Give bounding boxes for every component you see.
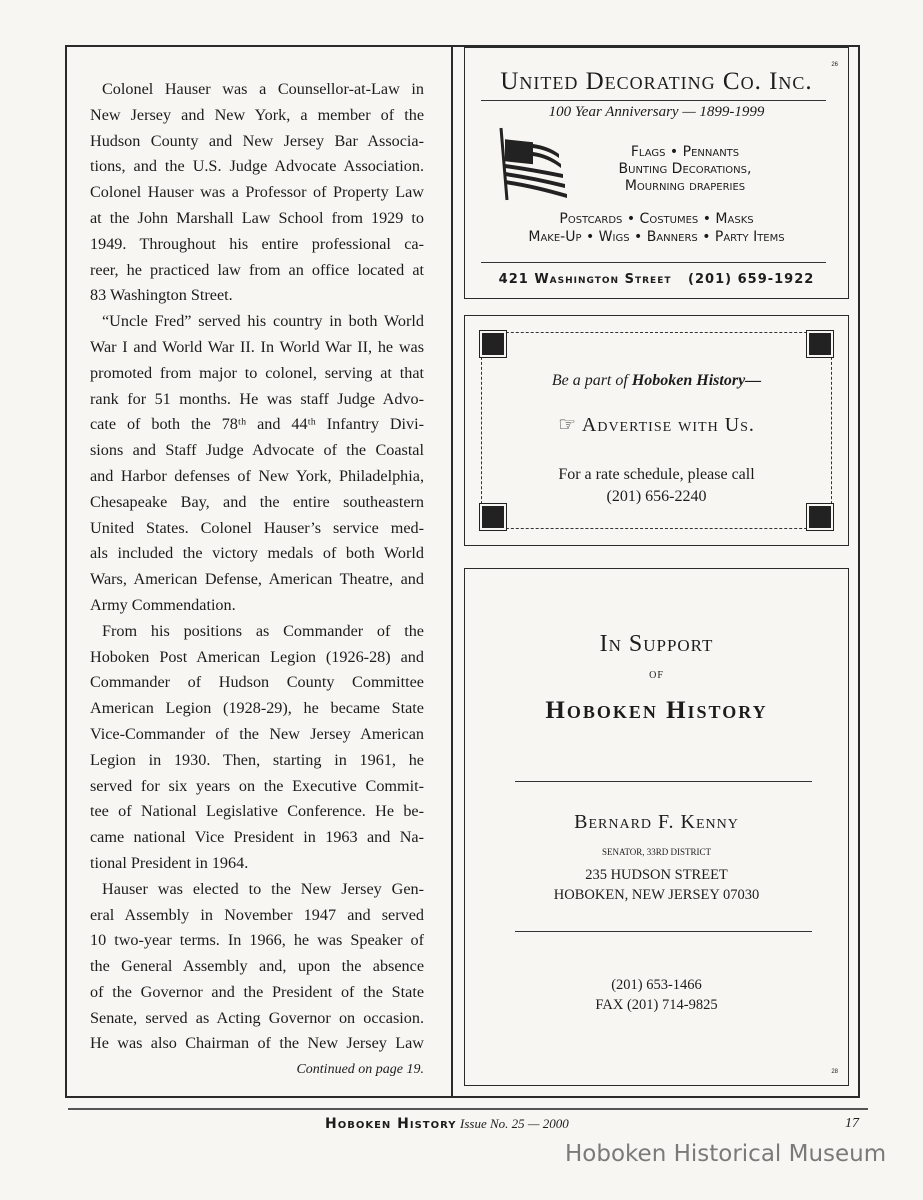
ad-number: 28: [831, 1069, 838, 1075]
city: HOBOKEN, NEW JERSEY 07030: [553, 887, 760, 903]
article-line: at the John Marshall Law School from 1929 to: [90, 208, 424, 227]
hoboken-history-heading: Hoboken History: [545, 697, 768, 724]
ad-title: United Decorating Co. Inc.: [500, 68, 813, 95]
footer: [325, 1115, 569, 1134]
article-line: Hauser was elected to the New Jersey Gen-: [102, 879, 424, 898]
tagline-text: Be a part of: [551, 372, 632, 389]
article-line: War I and World War II. In World War II, he was: [90, 337, 424, 356]
tagline-brand: Hoboken History—: [631, 372, 762, 389]
article-line: “Uncle Fred” served his country in both World: [102, 312, 424, 331]
article-line: 10 two-year terms. In 1966, he was Speaker of: [90, 931, 424, 950]
corner-ornament-icon: [807, 331, 833, 357]
page-number: 17: [845, 1116, 859, 1131]
ad-line: Bunting Decorations,: [618, 161, 752, 177]
rate-text: For a rate schedule, please call: [558, 466, 755, 483]
article-line: came national Vice President in 1963 and Na-: [90, 828, 424, 847]
article-line: served for six years on the Executive Commit-: [90, 776, 424, 795]
article-line: Colonel Hauser was a Professor of Property Law: [90, 183, 424, 202]
anniversary: 100 Year Anniversary — 1899-1999: [548, 104, 765, 120]
article-line: Legion in 1930. Then, starting in 1961, he: [90, 750, 424, 769]
article-column: [90, 77, 424, 1083]
article-line: Hoboken Post American Legion (1926-28) and: [90, 647, 424, 666]
ad-line: Flags • Pennants: [630, 144, 740, 160]
museum-watermark: Hoboken Historical Museum: [565, 1141, 887, 1167]
article-line: Senate, served as Acting Governor on occasion.: [90, 1008, 424, 1027]
senator-role: SENATOR, 33RD DISTRICT: [601, 847, 712, 857]
phone: (201) 653-1466: [611, 977, 702, 993]
article-line: 83 Washington Street.: [90, 286, 233, 305]
ad-number: 26: [831, 62, 838, 68]
of-text: of: [649, 667, 664, 682]
american-flag-icon: [493, 124, 573, 204]
bernard-kenny-ad: [464, 568, 849, 1086]
street: 235 HUDSON STREET: [585, 867, 728, 883]
article-line: tee of National Legislative Conference. He be-: [90, 802, 424, 821]
ad-line: Make-Up • Wigs • Banners • Party Items: [528, 229, 785, 245]
article-line: From his positions as Commander of the: [102, 621, 424, 640]
article-line: tions, and the U.S. Judge Advocate Association.: [90, 157, 424, 176]
in-support: In Support: [599, 631, 714, 657]
article-line: Chesapeake Bay, and the entire southeastern: [90, 492, 424, 511]
issue-info: Issue No. 25 — 2000: [460, 1116, 569, 1131]
ad-line: Postcards • Costumes • Masks: [559, 211, 754, 227]
article-line: American Legion (1928-29), he became State: [90, 699, 424, 718]
article-line: He was also Chairman of the New Jersey Law: [90, 1034, 424, 1053]
article-line: and Harbor defenses of New York, Philadelphia,: [90, 466, 424, 485]
article-line: tional President in 1964.: [90, 853, 249, 872]
article-line: promoted from major to colonel, serving at that: [90, 363, 424, 382]
pointing-hand-icon: ☞: [558, 414, 582, 436]
article-line: cate of both the 78ᵗʰ and 44ᵗʰ Infantry Divi-: [90, 415, 424, 434]
article-line: reer, he practiced law from an office located at: [90, 260, 424, 279]
article-line: of the Governor and the President of the State: [90, 982, 424, 1001]
ad-phone: (201) 656-2240: [606, 488, 707, 505]
article-line: Vice-Commander of the New Jersey American: [90, 724, 424, 743]
senator-name: Bernard F. Kenny: [574, 811, 739, 833]
article-line: Wars, American Defense, American Theatre, and: [90, 570, 424, 589]
article-line: sions and Staff Judge Advocate of the Coastal: [90, 441, 424, 460]
ad-address: 421 Washington Street (201) 659-1922: [498, 272, 815, 287]
advertise-headline: Advertise with Us.: [581, 414, 755, 436]
article-line: Hudson County and New Jersey Bar Associa-: [90, 131, 424, 150]
article-line: rank for 51 months. He was staff Judge Advo-: [90, 389, 424, 408]
fax: FAX (201) 714-9825: [595, 997, 718, 1013]
footer-rule: [68, 1108, 868, 1110]
article-line: New Jersey and New York, a member of the: [90, 105, 424, 124]
article-line: eral Assembly in November 1947 and served: [90, 905, 424, 924]
column-divider: [451, 45, 453, 1098]
article-line: als included the victory medals of both World: [90, 544, 424, 563]
article-line: the General Assembly and, upon the absence: [90, 957, 424, 976]
article-line: 1949. Throughout his entire professional ca-: [90, 234, 424, 253]
article-line: Colonel Hauser was a Counsellor-at-Law in: [102, 80, 424, 98]
article-line: Army Commendation.: [90, 595, 236, 614]
advertise-with-us-ad: [464, 315, 849, 546]
article-line: Commander of Hudson County Committee: [90, 673, 424, 692]
united-decorating-ad: [464, 47, 849, 299]
corner-ornament-icon: [480, 331, 506, 357]
magazine-name: Hoboken History: [325, 1116, 457, 1132]
ad-line: Mourning draperies: [624, 178, 746, 194]
article-line: United States. Colonel Hauser’s service med-: [90, 518, 424, 537]
continued-note: Continued on page 19.: [296, 1062, 424, 1078]
